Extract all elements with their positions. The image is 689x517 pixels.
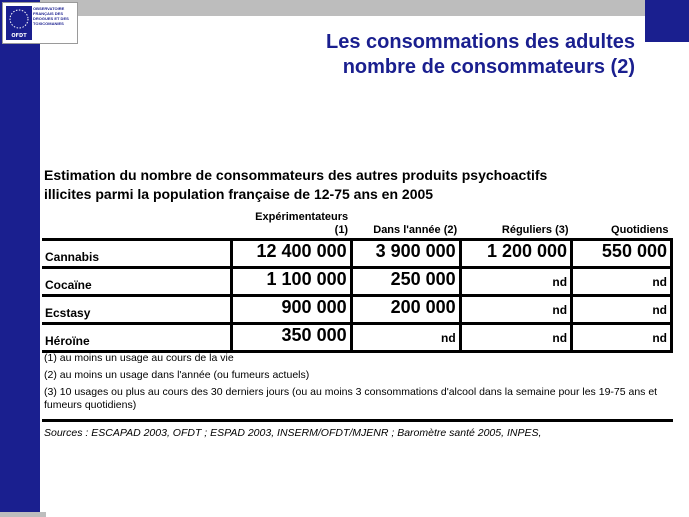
left-sidebar-band — [0, 0, 40, 517]
footnotes — [44, 352, 674, 416]
divider — [42, 419, 673, 422]
cell-value: 1 100 000 — [232, 268, 351, 296]
logo-mark-text: OFDT — [11, 33, 27, 39]
cell-value: 350 000 — [232, 324, 351, 352]
ofdt-logo — [2, 2, 78, 44]
cell-value: 550 000 — [572, 240, 672, 268]
table-header-row — [42, 203, 672, 240]
corner-block — [645, 0, 689, 42]
cell-value: nd — [460, 324, 571, 352]
row-label: Ecstasy — [42, 296, 232, 324]
table-row — [42, 240, 672, 268]
cell-value: nd — [460, 296, 571, 324]
header-quotidiens: Quotidiens — [572, 203, 672, 240]
header-empty — [42, 203, 232, 240]
ofdt-logo-mark-icon — [6, 6, 32, 40]
cell-value: 1 200 000 — [460, 240, 571, 268]
row-label: Héroïne — [42, 324, 232, 352]
cell-value: 900 000 — [232, 296, 351, 324]
header-exp-line2: (1) — [334, 224, 349, 236]
cell-value: 250 000 — [351, 268, 460, 296]
header-dans-annee: Dans l'année (2) — [351, 203, 460, 240]
title-line-1: Les consommations des adultes — [326, 31, 635, 53]
row-label: Cocaïne — [42, 268, 232, 296]
cell-value: nd — [351, 324, 460, 352]
caption-line-2: illicites parmi la population française de 12-75 ans en 2005 — [44, 186, 434, 202]
header-reguliers: Réguliers (3) — [460, 203, 571, 240]
cell-value: 3 900 000 — [351, 240, 460, 268]
logo-text — [33, 6, 77, 26]
cell-value: nd — [572, 268, 672, 296]
table-row — [42, 296, 672, 324]
table-row — [42, 268, 672, 296]
sources-text: Sources : ESCAPAD 2003, OFDT ; ESPAD 2003, INSERM/OFDT/MJENR ; Baromètre santé 2005, INPES, — [44, 427, 542, 439]
footnote: (2) au moins un usage dans l'année (ou fumeurs actuels) — [44, 369, 310, 381]
logo-text-line: OBSERVATOIRE — [33, 6, 65, 11]
logo-text-line: FRANÇAIS DES — [33, 11, 64, 16]
cell-value: nd — [572, 296, 672, 324]
consumers-table — [42, 203, 673, 353]
logo-text-line: DROGUES ET DES — [33, 16, 69, 21]
top-header-band — [40, 0, 660, 16]
header-exp-line1: Expérimentateurs — [255, 211, 349, 223]
cell-value: 12 400 000 — [232, 240, 351, 268]
cell-value: nd — [572, 324, 672, 352]
table-row — [42, 324, 672, 352]
table-caption — [44, 166, 547, 204]
logo-text-line: TOXICOMANIES — [33, 21, 64, 26]
title-line-2: nombre de consommateurs (2) — [342, 56, 635, 78]
footnote: (3) 10 usages ou plus au cours des 30 derniers jours (ou au moins 3 consommations d'alcool dans la semaine pour les 19-75 ans et fumeurs quotidiens) — [44, 386, 658, 411]
bottom-marker — [0, 512, 46, 517]
page-title — [326, 30, 635, 80]
caption-line-1: Estimation du nombre de consommateurs des autres produits psychoactifs — [44, 167, 548, 183]
header-experimentateurs — [232, 203, 351, 240]
footnote: (1) au moins un usage au cours de la vie — [44, 352, 234, 364]
row-label: Cannabis — [42, 240, 232, 268]
cell-value: 200 000 — [351, 296, 460, 324]
cell-value: nd — [460, 268, 571, 296]
